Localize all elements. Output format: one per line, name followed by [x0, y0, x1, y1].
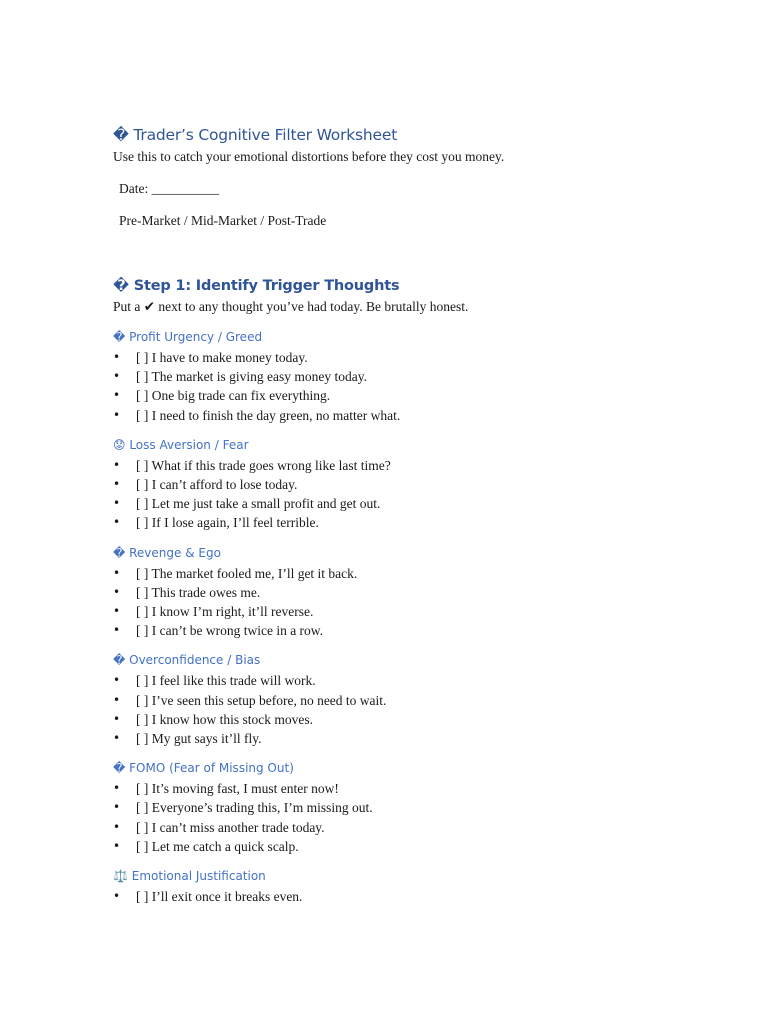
- checklist-item-text: [ ] I need to finish the day green, no matter what.: [136, 407, 401, 423]
- checklist-item: [113, 729, 713, 748]
- bullet-icon: •: [113, 584, 121, 599]
- section-heading: � Overconfidence / Bias: [113, 653, 261, 668]
- checklist-item: [113, 887, 713, 906]
- checklist-item: [113, 475, 713, 494]
- checklist-item-text: [ ] Let me just take a small profit and get out.: [136, 496, 381, 512]
- bullet-icon: •: [113, 477, 121, 492]
- section-fomo: [113, 759, 713, 856]
- bullet-icon: •: [113, 457, 121, 472]
- checklist-item-text: [ ] I’ve seen this setup before, no need to wait.: [136, 692, 387, 708]
- section-heading: � FOMO (Fear of Missing Out): [113, 761, 294, 776]
- checklist-item: [113, 621, 713, 640]
- checklist: [113, 564, 713, 641]
- checklist-item: [113, 494, 713, 513]
- bullet-icon: •: [113, 515, 121, 530]
- bullet-icon: •: [113, 819, 121, 834]
- checklist-item: [113, 513, 713, 532]
- checklist: [113, 671, 713, 748]
- bullet-icon: •: [113, 350, 121, 364]
- checklist-item-text: [ ] I have to make money today.: [136, 350, 308, 365]
- checklist-item-text: [ ] If I lose again, I’ll feel terrible.: [136, 515, 319, 531]
- checklist-item: [113, 798, 713, 817]
- page-subtitle: Use this to catch your emotional distortions before they cost you money.: [113, 149, 505, 164]
- page-title: � Trader’s Cognitive Filter Worksheet: [113, 126, 398, 144]
- checklist-item-text: [ ] Let me catch a quick scalp.: [136, 838, 299, 854]
- bullet-icon: •: [113, 565, 121, 580]
- checklist-item: [113, 386, 713, 405]
- worksheet-page: [113, 124, 713, 906]
- checklist-item: [113, 818, 713, 837]
- checklist-item-text: [ ] I can’t miss another trade today.: [136, 819, 325, 835]
- section-emotional-justification: [113, 867, 713, 906]
- checklist-item-text: [ ] I’ll exit once it breaks even.: [136, 889, 303, 905]
- bullet-icon: •: [113, 692, 121, 707]
- section-loss-aversion: [113, 436, 713, 533]
- section-revenge-ego: [113, 544, 713, 641]
- checklist-item: [113, 691, 713, 710]
- checklist-item-text: [ ] It’s moving fast, I must enter now!: [136, 781, 339, 797]
- bullet-icon: •: [113, 838, 121, 853]
- bullet-icon: •: [113, 407, 121, 422]
- section-overconfidence: [113, 651, 713, 748]
- session-options: Pre-Market / Mid-Market / Post-Trade: [119, 213, 327, 228]
- section-heading: � Profit Urgency / Greed: [113, 330, 263, 344]
- bullet-icon: •: [113, 369, 121, 384]
- checklist-item: [113, 602, 713, 621]
- bullet-icon: •: [113, 673, 121, 688]
- step-1-intro: Put a ✔ next to any thought you’ve had today. Be brutally honest.: [113, 299, 469, 314]
- checklist-item-text: [ ] What if this trade goes wrong like last time?: [136, 457, 391, 473]
- checklist-item: [113, 406, 713, 425]
- checklist-item: [113, 671, 713, 690]
- checklist-item-text: [ ] I know how this stock moves.: [136, 711, 313, 727]
- checklist-item: [113, 837, 713, 856]
- checklist-item: [113, 456, 713, 475]
- checklist-item-text: [ ] The market is giving easy money today.: [136, 369, 367, 385]
- bullet-icon: •: [113, 711, 121, 726]
- checklist-item: [113, 583, 713, 602]
- checklist: [113, 887, 713, 906]
- bullet-icon: •: [113, 388, 121, 403]
- checklist-item: [113, 710, 713, 729]
- checklist-item: [113, 348, 713, 367]
- bullet-icon: •: [113, 623, 121, 638]
- section-heading: ⚖️ Emotional Justification: [113, 869, 266, 884]
- section-profit-urgency: [113, 328, 713, 425]
- section-heading: 😟 Loss Aversion / Fear: [113, 437, 249, 452]
- checklist: [113, 456, 713, 533]
- bullet-icon: •: [113, 781, 121, 796]
- checklist-item-text: [ ] I can’t afford to lose today.: [136, 477, 298, 493]
- bullet-icon: •: [113, 496, 121, 511]
- checklist-item: [113, 779, 713, 798]
- checklist: [113, 348, 713, 425]
- bullet-icon: •: [113, 889, 121, 904]
- date-field: Date: __________: [119, 181, 220, 196]
- section-heading: � Revenge & Ego: [113, 545, 221, 560]
- checklist: [113, 779, 713, 856]
- bullet-icon: •: [113, 731, 121, 746]
- checklist-item-text: [ ] The market fooled me, I’ll get it back.: [136, 565, 358, 581]
- checklist-item-text: [ ] I can’t be wrong twice in a row.: [136, 623, 324, 639]
- checklist-item-text: [ ] One big trade can fix everything.: [136, 388, 331, 404]
- checklist-item: [113, 564, 713, 583]
- bullet-icon: •: [113, 604, 121, 619]
- step-1-title: � Step 1: Identify Trigger Thoughts: [113, 278, 400, 294]
- checklist-item-text: [ ] This trade owes me.: [136, 584, 261, 600]
- checklist-item-text: [ ] Everyone’s trading this, I’m missing out.: [136, 800, 373, 816]
- bullet-icon: •: [113, 800, 121, 815]
- checklist-item-text: [ ] I know I’m right, it’ll reverse.: [136, 604, 314, 620]
- checklist-item-text: [ ] My gut says it’ll fly.: [136, 731, 262, 747]
- checklist-item-text: [ ] I feel like this trade will work.: [136, 673, 316, 689]
- checklist-item: [113, 367, 713, 386]
